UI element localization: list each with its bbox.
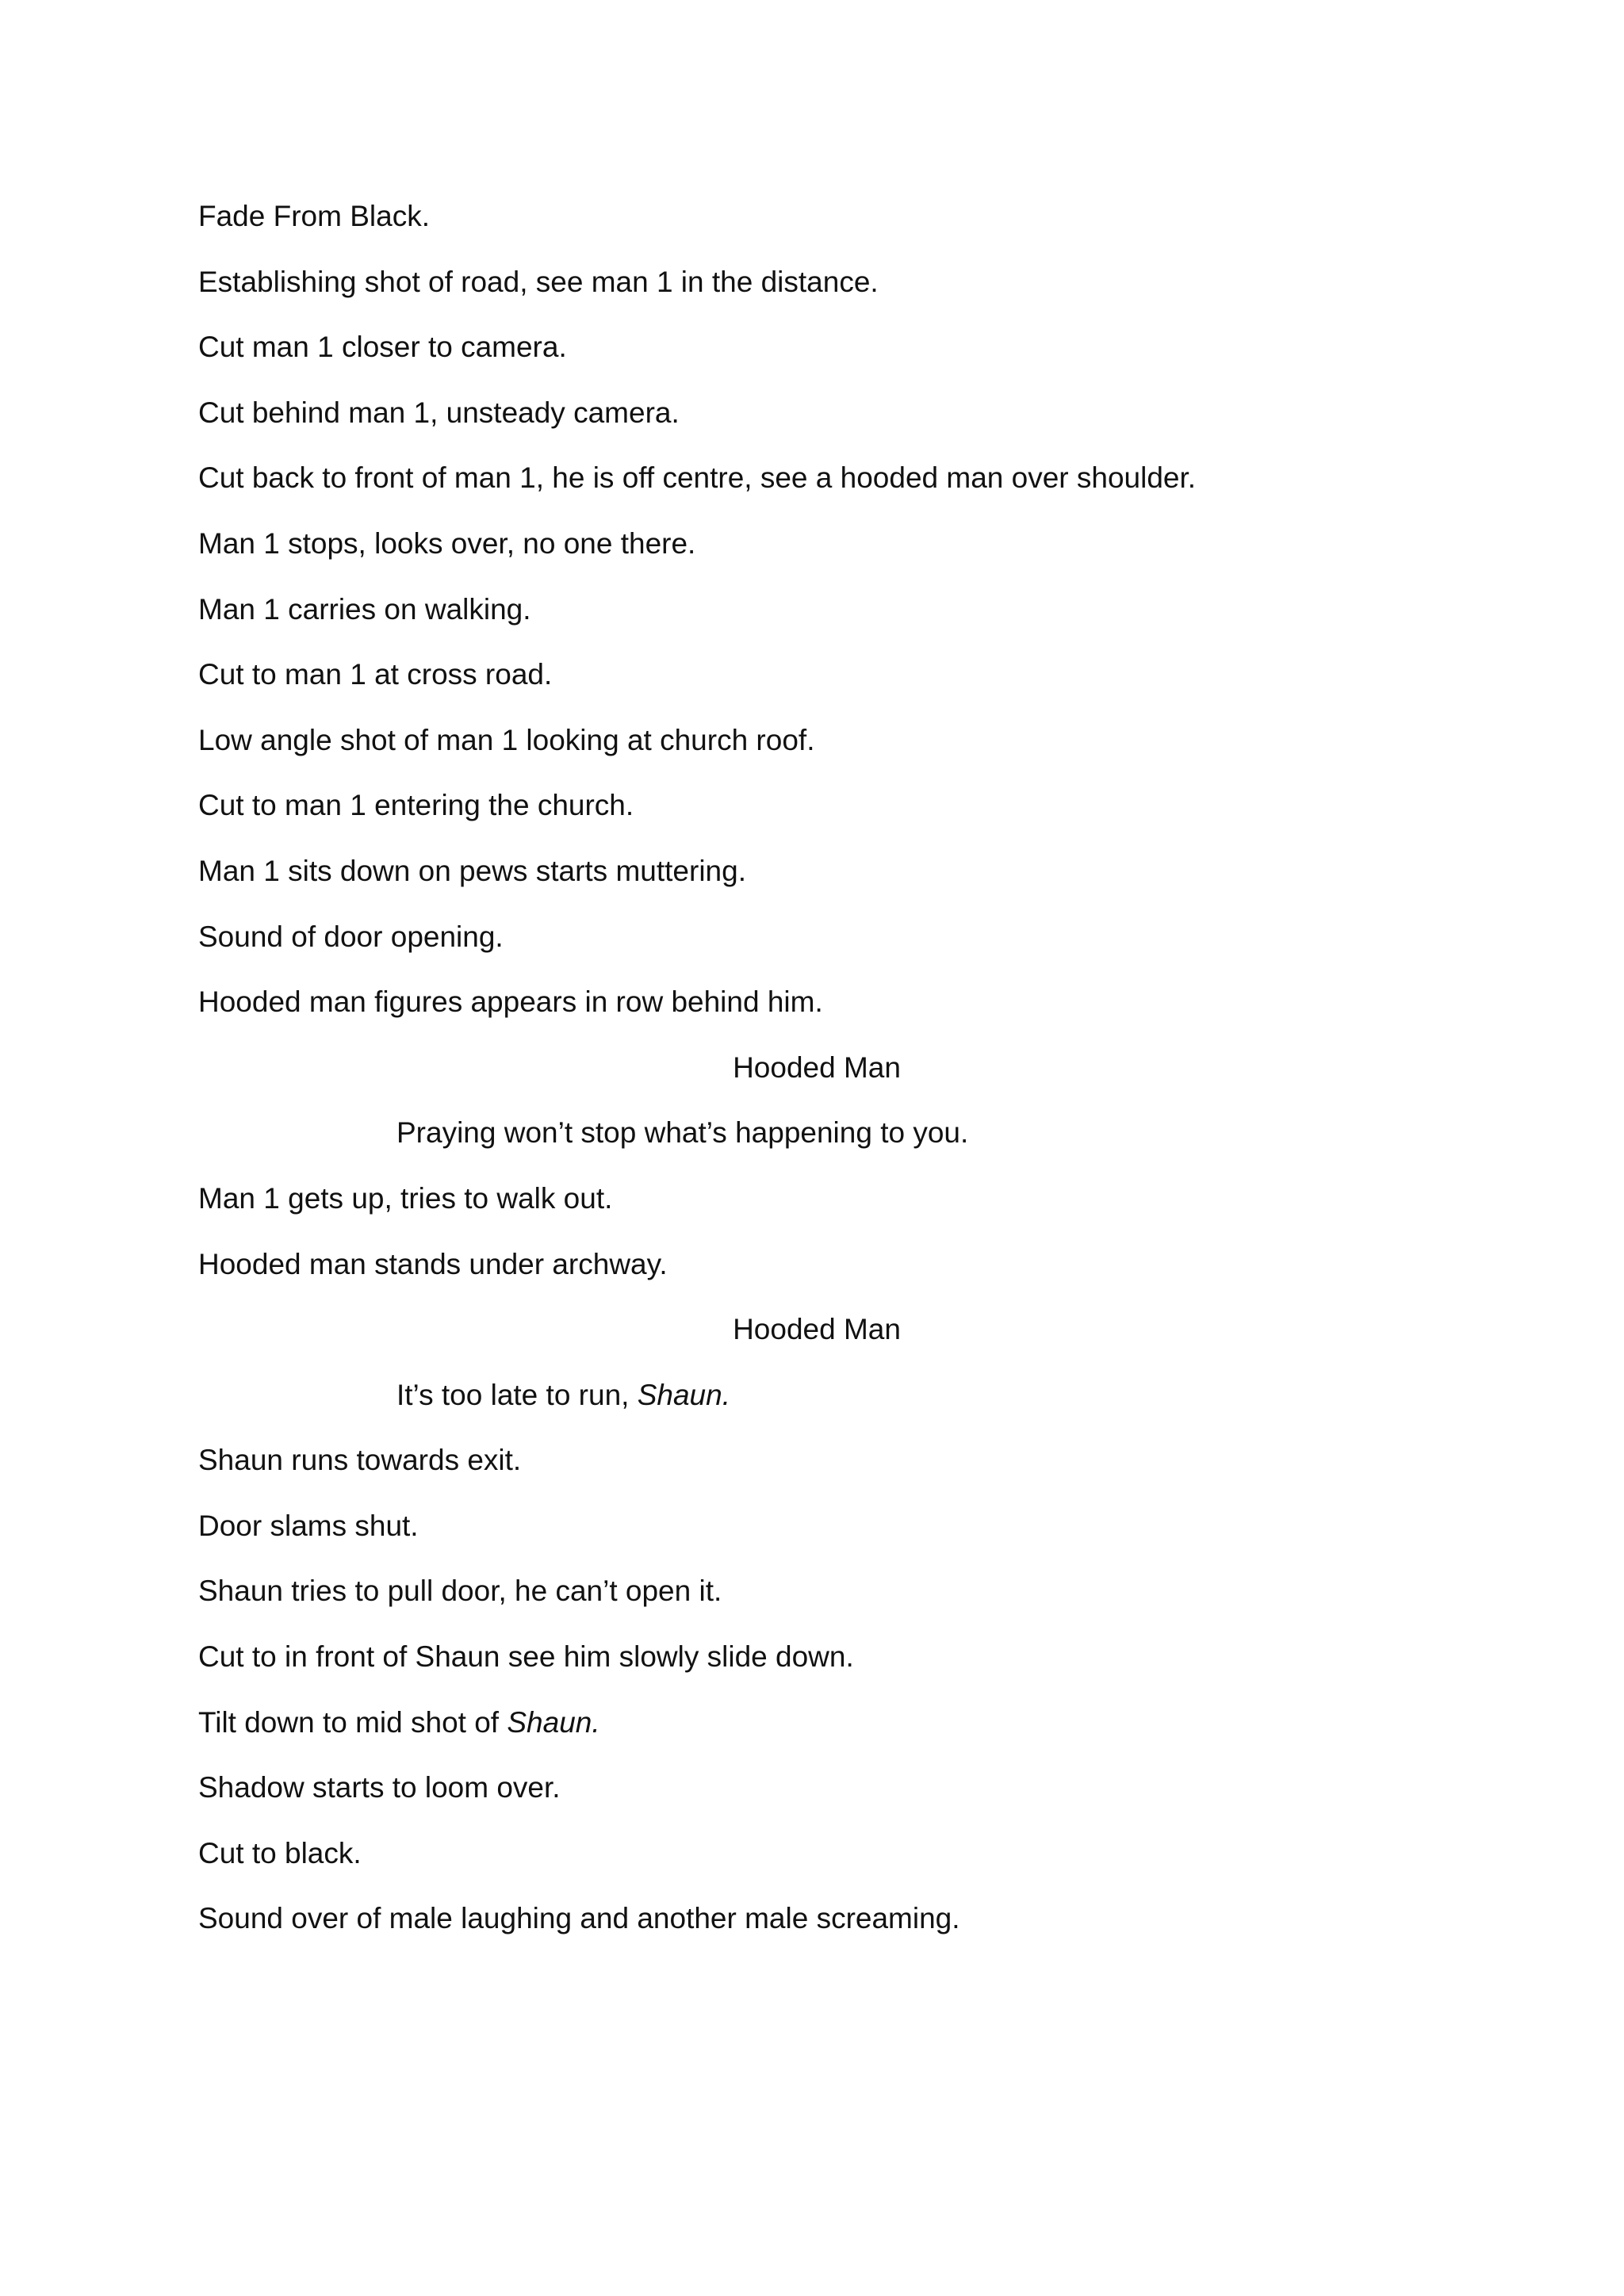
action-line: Man 1 gets up, tries to walk out. <box>198 1181 613 1215</box>
action-line: Cut man 1 closer to camera. <box>198 331 567 364</box>
action-line: Hooded man figures appears in row behind him. <box>198 985 823 1019</box>
action-line: Man 1 carries on walking. <box>198 592 531 626</box>
action-line: Door slams shut. <box>198 1509 419 1542</box>
dialogue-line: Praying won’t stop what’s happening to you. <box>396 1116 969 1150</box>
character-name: Hooded Man <box>733 1050 901 1084</box>
action-line: Shaun tries to pull door, he can’t open it. <box>198 1575 722 1608</box>
character-name: Hooded Man <box>733 1313 901 1346</box>
action-line: Cut to man 1 at cross road. <box>198 658 553 691</box>
dialogue-text: It’s too late to run, <box>396 1378 638 1411</box>
action-line: Cut to in front of Shaun see him slowly slide down. <box>198 1640 854 1674</box>
action-line: Sound over of male laughing and another male screaming. <box>198 1902 960 1935</box>
script-body <box>198 197 1435 1965</box>
action-line: Shadow starts to loom over. <box>198 1771 561 1804</box>
action-line: Fade From Black. <box>198 200 430 232</box>
action-line: Shaun runs towards exit. <box>198 1444 522 1477</box>
action-line: Low angle shot of man 1 looking at church roof. <box>198 723 815 756</box>
action-line <box>198 1703 1435 1769</box>
action-line: Establishing shot of road, see man 1 in the distance. <box>198 265 879 298</box>
action-line: Hooded man stands under archway. <box>198 1247 668 1280</box>
action-line: Man 1 stops, looks over, no one there. <box>198 526 696 560</box>
dialogue-line <box>198 1376 1435 1441</box>
action-line: Cut to man 1 entering the church. <box>198 789 634 822</box>
dialogue-italic-name: Shaun. <box>637 1378 730 1411</box>
action-line: Cut back to front of man 1, he is off centre, see a hooded man over shoulder. <box>198 461 1197 495</box>
action-italic-name: Shaun. <box>507 1705 600 1739</box>
action-line: Sound of door opening. <box>198 920 504 953</box>
action-line: Cut behind man 1, unsteady camera. <box>198 396 680 429</box>
action-line: Man 1 sits down on pews starts muttering. <box>198 854 746 887</box>
action-line: Cut to black. <box>198 1836 362 1869</box>
action-text: Tilt down to mid shot of <box>198 1705 508 1739</box>
